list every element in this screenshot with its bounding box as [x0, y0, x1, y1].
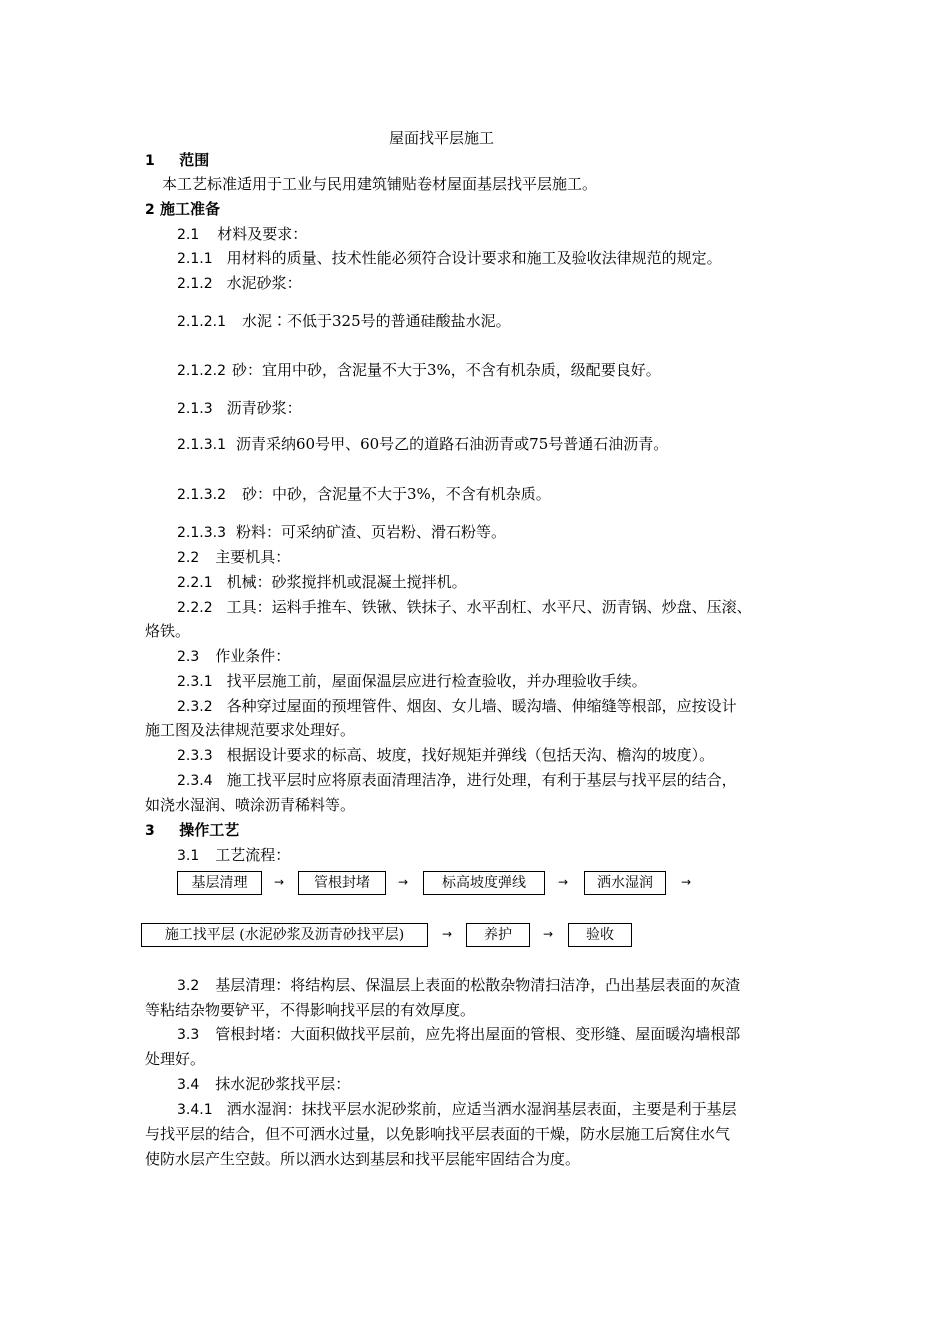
clause-number: 2.1.3.1 [177, 437, 226, 453]
clause-number: 3.1 [177, 848, 200, 864]
clause-text: 根据设计要求的标高、坡度，找好规矩并弹线（包括天沟、檐沟的坡度）。 [226, 746, 715, 764]
clause-text: 水泥砂浆： [226, 274, 302, 292]
clause-text: 找平层施工前，屋面保温层应进行检查验收，并办理验收手续。 [226, 672, 647, 690]
clause-number: 2.2.1 [177, 575, 213, 591]
clause-number: 2.3.4 [177, 773, 213, 789]
clause-text: 沥青砂浆： [226, 399, 302, 417]
clause-number: 2.1.2.2 [177, 363, 226, 379]
clause-2-3-3 [177, 745, 714, 766]
clause-text: 材料及要求： [217, 225, 308, 243]
section-number: 2 [145, 202, 155, 218]
clause-text: 主要机具： [215, 548, 291, 566]
clause-3-3 [177, 1024, 740, 1045]
clause-2-2-2 [177, 597, 752, 618]
clause-text: 砂：宜用中砂，含泥量不大于3%，不含有机杂质，级配要良好。 [231, 361, 661, 379]
clause-2-1-1 [177, 248, 722, 269]
clause-2-1-3-1 [177, 434, 668, 455]
clause-number: 2.1.1 [177, 251, 213, 267]
flow-arrow-icon: → [442, 927, 453, 941]
clause-text: 沥青采纳60号甲、60号乙的道路石油沥青或75号普通石油沥青。 [235, 435, 669, 453]
flow-step-1: 基层清理 [177, 871, 262, 895]
clause-continuation: 与找平层的结合，但不可洒水过量，以免影响找平层表面的干燥，防水层施工后窝住水气 [145, 1125, 731, 1143]
flow-arrow-icon: → [398, 875, 409, 889]
clause-2-1-3 [177, 398, 302, 419]
clause-number: 2.3.3 [177, 748, 213, 764]
clause-2-3-4 [177, 770, 737, 791]
flow-arrow-icon: → [274, 875, 285, 889]
clause-text: 洒水湿润：抹找平层水泥砂浆前，应适当洒水湿润基层表面，主要是利于基层 [226, 1100, 737, 1118]
clause-number: 2.1.2.1 [177, 314, 226, 330]
flow-arrow-icon: → [681, 875, 692, 889]
clause-text: 工艺流程： [215, 846, 291, 864]
clause-number: 2.2.2 [177, 600, 213, 616]
clause-2-1-3-2 [177, 484, 551, 505]
clause-text: 机械：砂浆搅拌机或混凝土搅拌机。 [226, 573, 467, 591]
clause-text: 粉料：可采纳矿渣、页岩粉、滑石粉等。 [235, 523, 506, 541]
clause-number: 2.3 [177, 649, 200, 665]
clause-text: 管根封堵：大面积做找平层前，应先将出屋面的管根、变形缝、屋面暖沟墙根部 [215, 1025, 741, 1043]
clause-number: 3.4.1 [177, 1102, 213, 1118]
flow-arrow-icon: → [558, 875, 569, 889]
clause-text: 各种穿过屋面的预埋管件、烟囱、女儿墙、暖沟墙、伸缩缝等根部，应按设计 [226, 697, 737, 715]
clause-text: 工具：运料手推车、铁锹、铁抹子、水平刮杠、水平尺、沥青锅、炒盘、压滚、 [226, 598, 752, 616]
clause-text: 砂：中砂，含泥量不大于3%，不含有机杂质。 [241, 485, 551, 503]
clause-number: 2.1.2 [177, 276, 213, 292]
section-heading-1 [145, 150, 209, 171]
clause-continuation: 施工图及法律规范要求处理好。 [145, 721, 356, 739]
section-number: 1 [145, 153, 155, 169]
section-heading-3 [145, 820, 239, 841]
section-title: 操作工艺 [179, 821, 240, 839]
flow-step-2: 管根封堵 [298, 871, 386, 895]
clause-3-4 [177, 1074, 350, 1095]
flow-step-5: 施工找平层 (水泥砂浆及沥青砂找平层) [141, 923, 428, 947]
flow-step-7: 验收 [568, 923, 632, 947]
clause-2-3-2 [177, 696, 737, 717]
clause-2-3-1 [177, 671, 647, 692]
clause-number: 2.3.2 [177, 699, 213, 715]
section-title: 范围 [179, 151, 210, 169]
clause-text: 施工找平层时应将原表面清理洁净，进行处理，有利于基层与找平层的结合， [226, 771, 737, 789]
document-title: 屋面找平层施工 [389, 129, 495, 147]
section-title: 施工准备 [159, 200, 220, 218]
flow-arrow-icon: → [543, 927, 554, 941]
clause-continuation: 使防水层产生空鼓。所以洒水达到基层和找平层能牢固结合为度。 [145, 1150, 581, 1168]
section-heading-2 [145, 199, 220, 220]
clause-number: 3.2 [177, 978, 200, 994]
clause-continuation: 如浇水湿润、喷涂沥青稀料等。 [145, 796, 356, 814]
clause-text: 抹水泥砂浆找平层： [215, 1075, 351, 1093]
clause-continuation: 等粘结杂物要铲平，不得影响找平层的有效厚度。 [145, 1001, 476, 1019]
clause-2-1-2 [177, 273, 302, 294]
clause-continuation: 烙铁。 [145, 622, 191, 640]
clause-2-2 [177, 547, 290, 568]
section-number: 3 [145, 823, 155, 839]
clause-2-3 [177, 646, 290, 667]
clause-2-1-2-2 [177, 360, 661, 381]
clause-2-2-1 [177, 572, 467, 593]
clause-2-1-3-3 [177, 522, 506, 543]
clause-number: 2.1.3 [177, 401, 213, 417]
clause-number: 2.3.1 [177, 674, 213, 690]
clause-text: 水泥∶不低于325号的普通硅酸盐水泥。 [241, 312, 511, 330]
paragraph: 本工艺标准适用于工业与民用建筑铺贴卷材屋面基层找平层施工。 [162, 175, 598, 193]
flow-step-4: 洒水湿润 [584, 871, 666, 895]
clause-number: 2.1.3.2 [177, 487, 226, 503]
clause-text: 基层清理：将结构层、保温层上表面的松散杂物清扫洁净，凸出基层表面的灰渣 [215, 976, 741, 994]
clause-text: 用材料的质量、技术性能必须符合设计要求和施工及验收法律规范的规定。 [226, 249, 722, 267]
clause-2-1 [177, 224, 307, 245]
clause-number: 2.1 [177, 227, 200, 243]
clause-number: 2.1.3.3 [177, 525, 226, 541]
flow-step-6: 养护 [466, 923, 530, 947]
clause-3-1 [177, 845, 290, 866]
clause-number: 3.3 [177, 1027, 200, 1043]
flow-step-3: 标高坡度弹线 [423, 871, 545, 895]
clause-3-4-1 [177, 1099, 737, 1120]
clause-2-1-2-1 [177, 311, 511, 332]
clause-continuation: 处理好。 [145, 1050, 206, 1068]
clause-number: 3.4 [177, 1077, 200, 1093]
clause-text: 作业条件： [215, 647, 291, 665]
clause-3-2 [177, 975, 740, 996]
clause-number: 2.2 [177, 550, 200, 566]
